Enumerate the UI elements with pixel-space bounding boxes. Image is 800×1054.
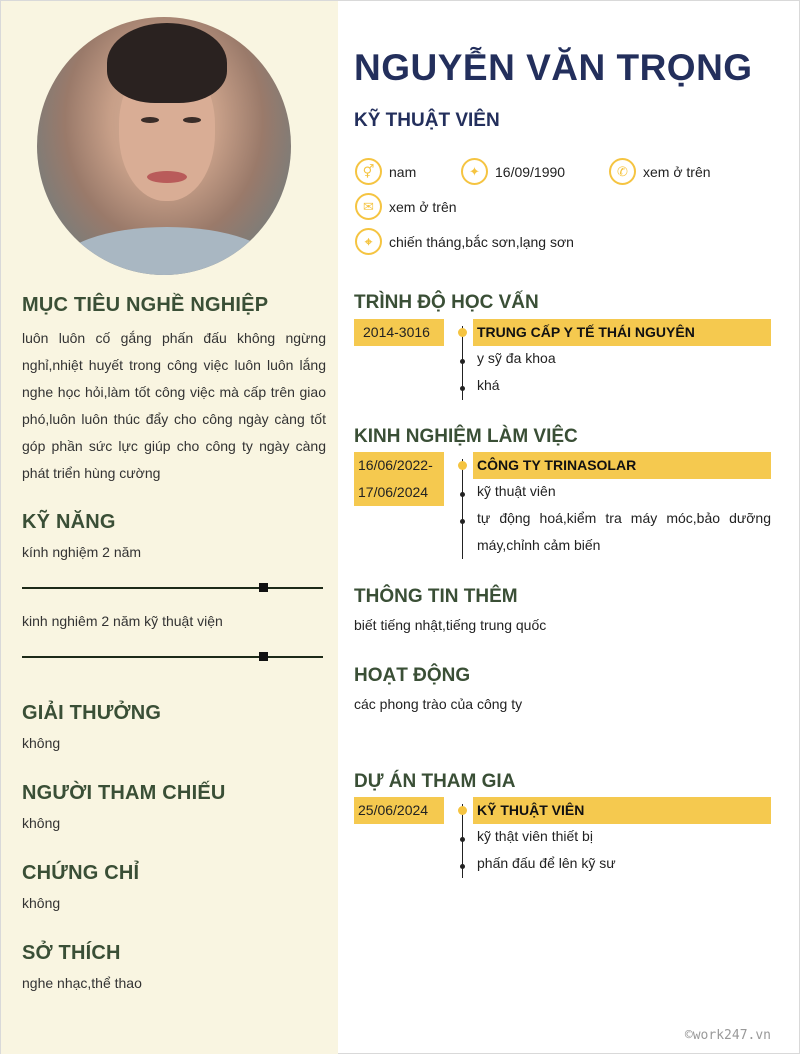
experience-date-end: 17/06/2024 xyxy=(358,484,429,500)
gender-icon: ⚥ xyxy=(355,158,382,185)
candidate-name: NGUYỄN VĂN TRỌNG xyxy=(354,47,753,88)
email-info xyxy=(355,193,457,220)
experience-date xyxy=(354,452,444,506)
timeline-line xyxy=(462,459,463,559)
project-detail: kỹ thật viên thiết bị xyxy=(477,828,593,844)
timeline-dot xyxy=(458,806,467,815)
email-value: xem ở trên xyxy=(389,198,457,215)
additional-title: THÔNG TIN THÊM xyxy=(354,586,518,607)
skills-title: KỸ NĂNG xyxy=(22,511,116,533)
objective-text: luôn luôn cố gắng phấn đấu không ngừng nghỉ,nhiệt huyết trong công việc luôn luôn lắng nghe học hỏi,làm tốt công việc mà cấp trên giao phó,luôn luôn thúc đẩy cho công ngày càng tốt góp phần sức lực giúp cho công ty ngày càng phát triển hùng cường xyxy=(22,330,326,481)
job-title: KỸ THUẬT VIÊN xyxy=(354,110,500,131)
bullet-dot xyxy=(460,519,465,524)
project-date: 25/06/2024 xyxy=(354,797,444,824)
certificates-text: không xyxy=(22,895,61,911)
gender-value: nam xyxy=(389,163,417,180)
skill-bar xyxy=(22,656,323,658)
birthday-value: 16/09/1990 xyxy=(495,163,566,180)
experience-detail: kỹ thuật viên xyxy=(477,483,556,499)
sidebar xyxy=(1,1,338,1054)
education-title: TRÌNH ĐỘ HỌC VẤN xyxy=(354,292,539,313)
bullet-dot xyxy=(460,864,465,869)
hobbies-text: nghe nhạc,thể thao xyxy=(22,975,142,991)
education-detail: khá xyxy=(477,377,500,393)
references-text: không xyxy=(22,815,61,831)
address-info xyxy=(355,228,574,255)
phone-info xyxy=(609,158,711,185)
experience-title: KINH NGHIỆM LÀM VIỆC xyxy=(354,426,578,447)
references-title: NGƯỜI THAM CHIẾU xyxy=(22,782,226,804)
education-date: 2014-3016 xyxy=(354,319,444,346)
bullet-dot xyxy=(460,492,465,497)
phone-value: xem ở trên xyxy=(643,163,711,180)
experience-date-start: 16/06/2022- xyxy=(358,457,433,473)
timeline-dot xyxy=(458,461,467,470)
skill-bar xyxy=(22,587,323,589)
activities-text: các phong trào của công ty xyxy=(354,696,523,712)
phone-icon: ✆ xyxy=(609,158,636,185)
timeline-dot xyxy=(458,328,467,337)
objective-title: MỤC TIÊU NGHỀ NGHIỆP xyxy=(22,294,269,316)
experience-detail: tự động hoá,kiểm tra máy móc,bảo dưỡng máy,chỉnh cảm biến xyxy=(477,510,771,553)
hobbies-title: SỞ THÍCH xyxy=(22,942,121,964)
location-icon: ⌖ xyxy=(355,228,382,255)
email-icon: ✉ xyxy=(355,193,382,220)
certificates-title: CHỨNG CHỈ xyxy=(22,862,140,884)
project-name: KỸ THUẬT VIÊN xyxy=(473,797,771,824)
skill-label: kinh nghiêm 2 năm kỹ thuật viện xyxy=(22,613,223,629)
education-school: TRUNG CẤP Y TẾ THÁI NGUYÊN xyxy=(473,319,771,346)
birthday-info xyxy=(461,158,565,185)
additional-text: biết tiếng nhật,tiếng trung quốc xyxy=(354,617,547,633)
bullet-dot xyxy=(460,359,465,364)
bullet-dot xyxy=(460,386,465,391)
education-detail: y sỹ đa khoa xyxy=(477,350,556,366)
gender-info xyxy=(355,158,416,185)
project-detail: phấn đấu để lên kỹ sư xyxy=(477,855,616,871)
activities-title: HOẠT ĐỘNG xyxy=(354,665,471,686)
watermark: ©work247.vn xyxy=(684,1028,771,1043)
avatar xyxy=(37,17,291,275)
birthday-icon: ✦ xyxy=(461,158,488,185)
skill-label: kính nghiệm 2 năm xyxy=(22,544,142,560)
awards-text: không xyxy=(22,735,61,751)
experience-company: CÔNG TY TRINASOLAR xyxy=(473,452,771,479)
bullet-dot xyxy=(460,837,465,842)
awards-title: GIẢI THƯỞNG xyxy=(22,702,162,724)
projects-title: DỰ ÁN THAM GIA xyxy=(354,771,516,792)
address-value: chiến tháng,bắc sơn,lạng sơn xyxy=(389,233,574,250)
skill-level-marker xyxy=(259,583,268,592)
skill-level-marker xyxy=(259,652,268,661)
